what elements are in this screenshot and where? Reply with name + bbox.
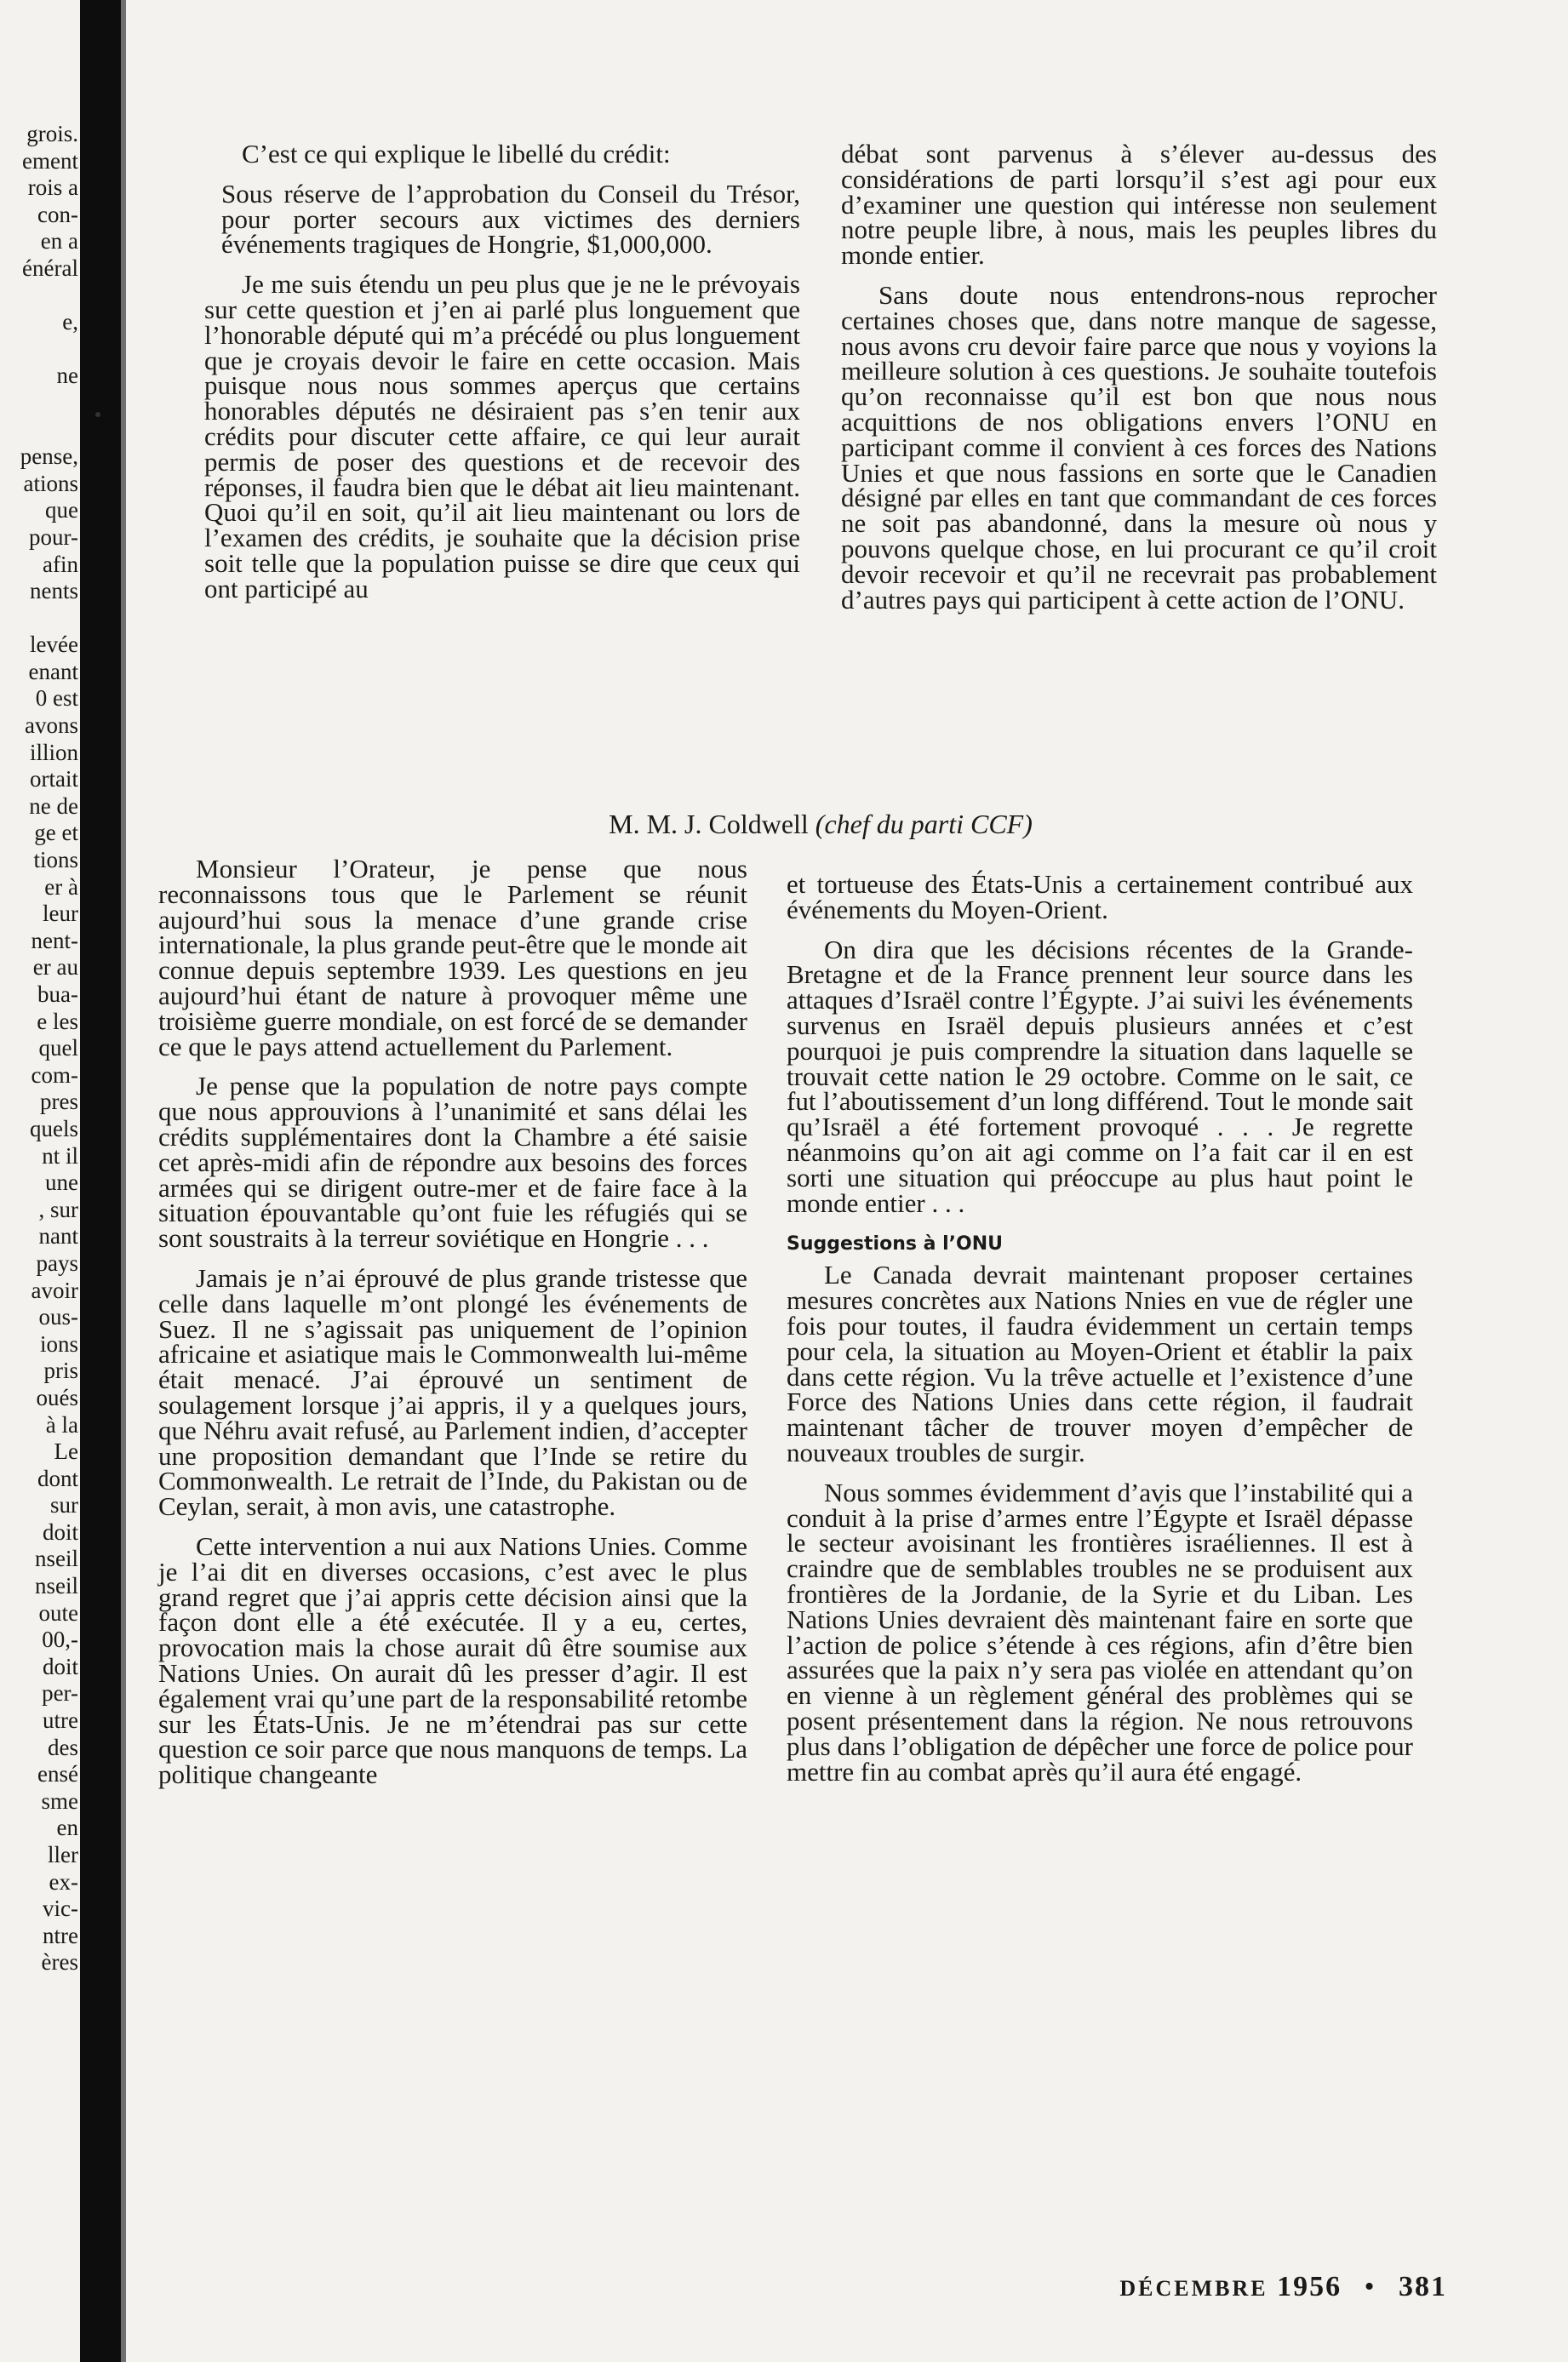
fragment-line: com-	[31, 1061, 78, 1088]
fragment-line: ions	[39, 1330, 78, 1357]
fragment-line: ensé	[37, 1761, 78, 1787]
fragment-line: pres	[40, 1089, 78, 1115]
fragment-line: oués	[36, 1384, 78, 1410]
fragment-line: ne	[56, 363, 78, 389]
speaker-role: (chef du parti CCF)	[815, 809, 1033, 839]
fragment-line: doit	[42, 1653, 78, 1679]
fragment-line	[0, 390, 78, 417]
fragment-line: e les	[37, 1008, 78, 1034]
fragment-line: e,	[62, 309, 78, 335]
fragment-line: pays	[36, 1250, 78, 1276]
fragment-line: quels	[30, 1115, 78, 1141]
fragment-line	[0, 336, 78, 363]
paragraph: Sans doute nous entendrons-nous reprocher certaines choses que, dans notre manque de sagesse, nous avons cru devoir faire parce que nous y voyions la meilleure solution à ces questions. Je souhaite toutefois qu’on reconnaisse qu’il est bon que nous nous acquittions de nos obligations envers l’ONU en participant comme il convient à ces forces des Nations Unies et que nous fassions en sorte que le Canadien désigné par elles en tant que commandant de ces forces ne soit pas abandonné, dans la mesure où nous y pouvons quelque chose, en lui procurant ce qu’il croit devoir recevoir et qu’il ne recevrait pas probablement d’autres pays qui participent à cette action de l’ONU.	[841, 279, 1437, 615]
fragment-line: per-	[42, 1680, 78, 1707]
fragment-line: ations	[23, 470, 78, 496]
paragraph: Je pense que la population de notre pays compte que nous approuvions à l’unanimité et sans délai les crédits supplémentaires dont la Chambre a été saisie cet après-midi afin de répondre aux besoins des forces armées qui se dirigent outre-mer et de faire face à la situation épouvantable qu’ont fuie les réfugiés qui se sont soustraits à la terreur soviétique en Hongrie . . .	[158, 1071, 747, 1254]
paragraph: Je me suis étendu un peu plus que je ne le prévoyais sur cette question et j’en ai parlé plus longuement que l’honorable député qui m’a précédé ou plus longuement que je croyais devoir le faire en cette occasion. Mais puisque nous nous sommes aperçus que certains honorables députés ne désiraient pas s’en tenir aux crédits pour discuter cette affaire, ce qui leur aurait permis de poser des questions et de recevoir des réponses, il faudra bien que le débat ait lieu maintenant. Quoi qu’il en soit, qu’il ait lieu maintenant ou lors de l’examen des crédits, je souhaite que la décision prise soit telle que la population puisse se dire que ceux qui ont participé au	[204, 269, 800, 603]
section-subheading: Suggestions à l’ONU	[787, 1233, 1003, 1255]
paragraph: C’est ce qui explique le libellé du crédit:	[242, 139, 671, 169]
fragment-line: , sur	[38, 1196, 78, 1222]
fragment-line: nseil	[35, 1546, 78, 1572]
paragraph: Le Canada devrait maintenant proposer certaines mesures concrètes aux Nations Nnies en vue de régler une fois pour toutes, il faudra évidemment un certain temps pour cela, la situation au Moyen-Orient et établir la paix dans cette région. Vu la trêve actuelle et l’existence d’une Force des Nations Unies dans cette région, il faudrait maintenant tâcher de trouver moyen d’empêcher de nouveaux troubles de surgir.	[787, 1260, 1413, 1467]
fragment-line: en a	[40, 228, 78, 255]
footer-separator: •	[1364, 2271, 1376, 2302]
fragment-line: pense,	[20, 443, 78, 470]
fragment-line: que	[45, 497, 78, 523]
speaker-heading	[204, 809, 1437, 839]
paragraph: Monsieur l’Orateur, je pense que nous reconnaissons tous que le Parlement se réunit aujourd’hui sous la menace d’une grande crise internationale, la plus grande peut-être que le monde ait connue depuis septembre 1939. Les questions en jeu aujourd’hui étant de nature à provoquer même une troisième guerre mondiale, on est forcé de se demander ce que le pays attend actuellement du Parlement.	[158, 854, 747, 1061]
quoted-credit: Sous réserve de l’approbation du Conseil du Trésor, pour porter secours aux victimes des derniers événements tragiques de Hongrie, $1,000,000.	[221, 178, 800, 260]
fragment-line: des	[48, 1734, 78, 1760]
fragment-line: 0 est	[35, 685, 78, 712]
fragment-line: illion	[29, 739, 78, 765]
fragment-line: enant	[28, 658, 78, 684]
top-right-column	[841, 141, 1437, 626]
fragment-line: nent-	[31, 927, 78, 953]
fragment-line: énéral	[22, 255, 78, 281]
fragment-line: pris	[43, 1358, 78, 1384]
fragment-line: nant	[38, 1223, 78, 1250]
fragment-line: 00,-	[42, 1627, 78, 1653]
fragment-line: er au	[32, 954, 78, 981]
fragment-line: en	[56, 1815, 78, 1841]
fragment-line: ous-	[38, 1304, 78, 1330]
paragraph: débat sont parvenus à s’élever au-dessus des considérations de parti lorsqu’il s’est agi pour eux d’examiner une question qui intéresse non seulement notre peuple libre, à nous, mais les peuples libres du monde entier.	[841, 139, 1437, 271]
fragment-line: ex-	[49, 1868, 78, 1895]
fragment-line: ement	[22, 147, 78, 174]
fragment-line: ller	[48, 1842, 78, 1867]
fragment-line: quel	[38, 1035, 78, 1061]
footer-year: 1956	[1277, 2271, 1342, 2302]
fragment-line: ntre	[43, 1922, 78, 1948]
fragment-line: nt il	[42, 1142, 78, 1169]
fragment-line: bua-	[37, 981, 78, 1007]
fragment-line: er à	[44, 873, 78, 900]
fragment-line: vic-	[43, 1896, 78, 1922]
fragment-line: tions	[33, 847, 78, 873]
fragment-line: ères	[41, 1949, 78, 1976]
speaker-name: M. M. J. Coldwell	[609, 809, 809, 839]
fragment-line: con-	[37, 201, 78, 227]
fragment-line	[0, 605, 78, 632]
fragment-line	[0, 283, 78, 310]
fragment-line: rois a	[27, 174, 78, 201]
adjacent-page-fragment	[0, 121, 78, 2079]
bottom-right-column	[787, 869, 1413, 1799]
paragraph: On dira que les décisions récentes de la Grande-Bretagne et de la France prennent leur source dans les attaques d’Israël contre l’Égypte. J’ai suivi les événements survenus en Israël depuis plusieurs années et c’est pourquoi je puis comprendre la situation dans laquelle se trouvait cette nation le 29 octobre. Comme on le sait, ce fut l’aboutissement d’un long différend. Tout le monde sait qu’Israël a été fortement provoqué . . . Je regrette néanmoins qu’on ait agi comme on l’a fait car il en est sorti une situation qui préoccupe au plus haut point le monde entier . . .	[787, 934, 1413, 1218]
fragment-line: pour-	[29, 523, 78, 550]
binding-spine	[80, 0, 121, 2362]
fragment-line: nseil	[35, 1573, 78, 1599]
fragment-line: utre	[43, 1707, 78, 1734]
fragment-line: oute	[38, 1599, 78, 1626]
fragment-line: ne de	[29, 792, 78, 819]
fragment-line: doit	[42, 1518, 78, 1545]
binding-edge	[121, 0, 126, 2362]
fragment-line: sme	[41, 1787, 78, 1814]
fragment-line: afin	[43, 551, 78, 577]
paragraph: et tortueuse des États-Unis a certainement contribué aux événements du Moyen-Orient.	[787, 869, 1413, 924]
footer-month: DÉCEMBRE	[1119, 2276, 1268, 2301]
fragment-line: ortait	[30, 766, 78, 792]
fragment-line: Le	[54, 1438, 78, 1465]
fragment-line: avons	[25, 712, 78, 739]
fragment-line: nents	[30, 578, 78, 604]
scan-speck	[95, 412, 100, 417]
bottom-left-column	[158, 856, 747, 1802]
top-left-column	[204, 141, 800, 616]
fragment-line: grois.	[26, 121, 78, 146]
fragment-line: sur	[50, 1492, 78, 1518]
paragraph: Nous sommes évidemment d’avis que l’instabilité qui a conduit à la prise d’armes entre l’Égypte et Israël dépasse le secteur avoisinant les frontières israéliennes. Il est à craindre que de semblables troubles ne se produisent aux frontières de la Jordanie, de la Syrie et du Liban. Les Nations Unies devraient dès maintenant faire en sorte que l’action de police s’étende à ces régions, afin d’être bien assurées que la paix n’y sera pas violée en attendant qu’on en vienne à un règlement général des problèmes qui se posent présentement dans la région. Ne nous retrouvons plus dans l’obligation de dépêcher une force de police pour mettre fin au combat après qu’il aura été engagé.	[787, 1477, 1413, 1787]
paragraph: Cette intervention a nui aux Nations Unies. Comme je l’ai dit en diverses occasions, c’est avec le plus grand regret que j’ai appris cette décision ainsi que la façon dont elle a été exécutée. Il y a eu, certes, provocation mais la chose aurait dû être soumise aux Nations Unies. On aurait dû les presser d’agir. Il est également vrai qu’une part de la responsabilité retombe sur les États-Unis. Je ne m’étendrai pas sur cette question ce soir parce que nous manquons de temps. La politique changeante	[158, 1530, 747, 1790]
fragment-line	[0, 417, 78, 444]
page-footer	[987, 2271, 1447, 2303]
page-number: 381	[1399, 2271, 1447, 2302]
fragment-line: ge et	[34, 820, 78, 846]
paragraph: Jamais je n’ai éprouvé de plus grande tristesse que celle dans laquelle m’ont plongé les événements de Suez. Il ne s’agissait pas uniquement de l’opinion africaine et asiatique mais le Commonwealth lui-même était menacé. J’ai éprouvé un sentiment de soulagement lorsque j’ai appris, il y a quelques jours, que Néhru avait refusé, au Parlement indien, d’accepter une proposition demandant que l’Inde se retire du Commonwealth. Le retrait de l’Inde, du Pakistan ou de Ceylan, serait, à mon avis, une catastrophe.	[158, 1262, 747, 1522]
fragment-line: leur	[43, 901, 78, 927]
fragment-line: levée	[30, 632, 78, 658]
fragment-line: à la	[45, 1411, 78, 1438]
fragment-line: avoir	[31, 1277, 78, 1303]
fragment-line: une	[45, 1170, 78, 1196]
fragment-line: dont	[37, 1465, 78, 1491]
